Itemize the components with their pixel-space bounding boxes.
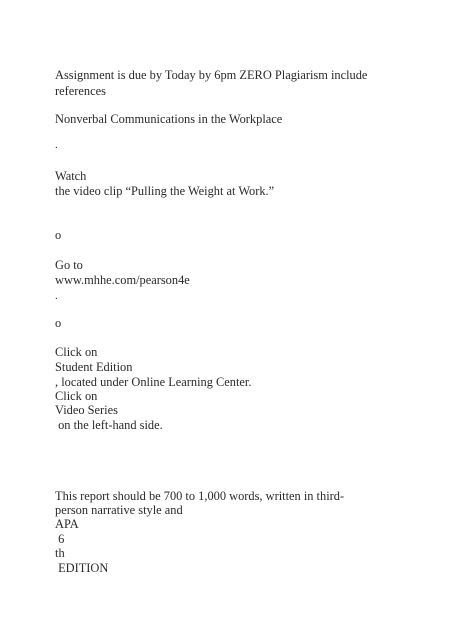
separator-dot: . bbox=[55, 290, 58, 302]
click-on-label: Click on bbox=[55, 345, 98, 359]
bullet-marker: o bbox=[55, 228, 62, 242]
click-on-label: Click on bbox=[55, 389, 98, 403]
watch-label: Watch bbox=[55, 169, 87, 183]
left-hand-side-line: on the left-hand side. bbox=[55, 418, 163, 432]
video-clip-line: the video clip “Pulling the Weight at Work.” bbox=[55, 184, 275, 198]
separator-dot: . bbox=[55, 139, 58, 151]
video-series-label: Video Series bbox=[55, 403, 118, 417]
bullet-marker: o bbox=[55, 316, 62, 330]
apa-label: APA bbox=[55, 517, 79, 531]
assignment-due-line-cont: references bbox=[55, 84, 106, 98]
report-requirements-line-cont: person narrative style and bbox=[55, 503, 183, 517]
report-requirements-line: This report should be 700 to 1,000 words, written in third- bbox=[55, 489, 345, 503]
edition-number: 6 bbox=[55, 532, 65, 546]
topic-title: Nonverbal Communications in the Workplace bbox=[55, 112, 283, 126]
edition-suffix: th bbox=[55, 546, 65, 560]
student-edition-label: Student Edition bbox=[55, 360, 133, 374]
assignment-due-line: Assignment is due by Today by 6pm ZERO Plagiarism include bbox=[55, 68, 368, 82]
website-url: www.mhhe.com/pearson4e bbox=[55, 273, 190, 287]
location-line: , located under Online Learning Center. bbox=[55, 375, 252, 389]
go-to-label: Go to bbox=[55, 258, 83, 272]
edition-label: EDITION bbox=[55, 561, 109, 575]
